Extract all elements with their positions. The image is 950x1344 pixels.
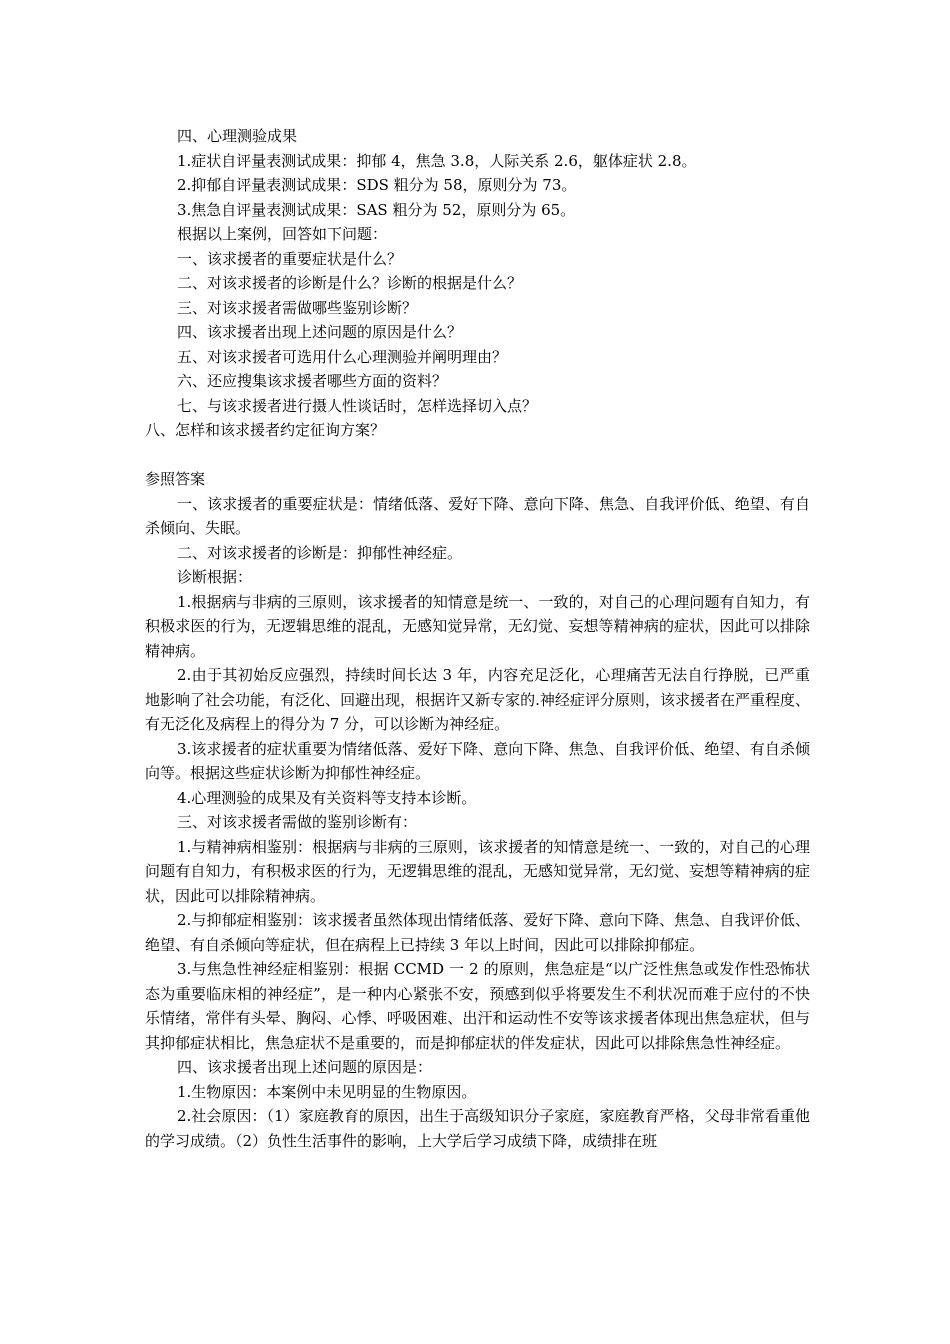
differential-2: 2.与抑郁症相鉴别：该求援者虽然体现出情绪低落、爱好下降、意向下降、焦急、自我评价低、绝望、有自杀倾向等症状，但在病程上已持续 3 年以上时间，因此可以排除抑郁症。 <box>145 911 810 954</box>
diagnosis-basis-1: 1.根据病与非病的三原则，该求援者的知情意是统一、一致的，对自己的心理问题有自知力，有积极求医的行为，无逻辑思维的混乱，无感知觉异常，无幻觉、妄想等精神病的症状，因此可以排除精神病。 <box>145 592 810 660</box>
differential-1: 1.与精神病相鉴别：根据病与非病的三原则，该求援者的知情意是统一、一致的，对自己的心理问题有自知力，有积极求医的行为，无逻辑思维的混乱，无感知觉异常，无幻觉、妄想等精神病的症状，因此可以排除精神病。 <box>145 837 810 905</box>
question-8: 八、怎样和该求援者约定征询方案？ <box>145 421 386 439</box>
scl90-result: 1.症状自评量表测试成果：抑郁 4，焦急 3.8，人际关系 2.6，躯体症状 2.8。 <box>177 151 697 170</box>
sas-result: 3.焦急自评量表测试成果：SAS 粗分为 52，原则分为 65。 <box>177 200 576 219</box>
question-2: 二、对该求援者的诊断是什么？诊断的根据是什么？ <box>177 274 523 292</box>
answer-1: 一、该求援者的重要症状是：情绪低落、爱好下降、意向下降、焦急、自我评价低、绝望、有自杀倾向、失眠。 <box>145 494 810 537</box>
question-4: 四、该求援者出现上述问题的原因是什么？ <box>177 323 463 341</box>
section-heading-test-results: 四、心理测验成果 <box>177 127 298 145</box>
diagnosis-basis-2: 2.由于其初始反应强烈，持续时间长达 3 年，内容充足泛化，心理痛苦无法自行挣脱，已严重地影响了社会功能，有泛化、回避出现，根据许又新专家的.神经症评分原则，该求援者在严重程度、有无泛化及病程上的得分为 7 分，可以诊断为神经症。 <box>145 666 810 733</box>
answers-heading: 参照答案 <box>145 470 206 488</box>
document-body <box>145 124 810 1153</box>
question-1: 一、该求援者的重要症状是什么？ <box>177 249 403 268</box>
answer-2: 二、对该求援者的诊断是：抑郁性神经症。 <box>177 543 463 562</box>
cause-biological: 1.生物原因：本案例中未见明显的生物原因。 <box>177 1082 477 1101</box>
diagnosis-basis-4: 4.心理测验的成果及有关资料等支持本诊断。 <box>177 788 477 807</box>
differential-3: 3.与焦急性神经症相鉴别：根据 CCMD 一 2 的原则，焦急症是“以广泛性焦急或发作性恐怖状态为重要临床相的神经症”，是一种内心紧张不安，预感到似乎将要发生不利状况而难于应付的不快乐情绪，常伴有头晕、胸闷、心悸、呼吸困难、出汗和运动性不安等该求援者体现出焦急症状，但与其抑郁症状相比，焦急症状不是重要的，而是抑郁症状的伴发症状，因此可以排除焦急性神经症。 <box>145 960 810 1052</box>
sds-result: 2.抑郁自评量表测试成果：SDS 粗分为 58，原则分为 73。 <box>177 176 577 194</box>
diagnosis-basis-label: 诊断根据： <box>177 568 253 586</box>
question-5: 五、对该求援者可选用什么心理测验并阐明理由？ <box>177 347 508 366</box>
question-3: 三、对该求援者需做哪些鉴别诊断？ <box>177 298 418 317</box>
diagnosis-basis-3: 3.该求援者的症状重要为情绪低落、爱好下降、意向下降、焦急、自我评价低、绝望、有自杀倾向等。根据这些症状诊断为抑郁性神经症。 <box>145 739 810 782</box>
blank-line <box>145 443 810 468</box>
questions-intro: 根据以上案例，回答如下问题： <box>177 225 388 243</box>
question-7: 七、与该求援者进行摄人性谈话时，怎样选择切入点？ <box>177 396 538 415</box>
question-6: 六、还应搜集该求援者哪些方面的资料？ <box>177 372 448 390</box>
answer-3: 三、对该求援者需做的鉴别诊断有： <box>177 813 418 831</box>
cause-social: 2.社会原因：（1）家庭教育的原因，出生于高级知识分子家庭，家庭教育严格，父母非常看重他的学习成绩。（2）负性生活事件的影响，上大学后学习成绩下降，成绩排在班 <box>145 1107 810 1150</box>
answer-4: 四、该求援者出现上述问题的原因是： <box>177 1058 433 1076</box>
